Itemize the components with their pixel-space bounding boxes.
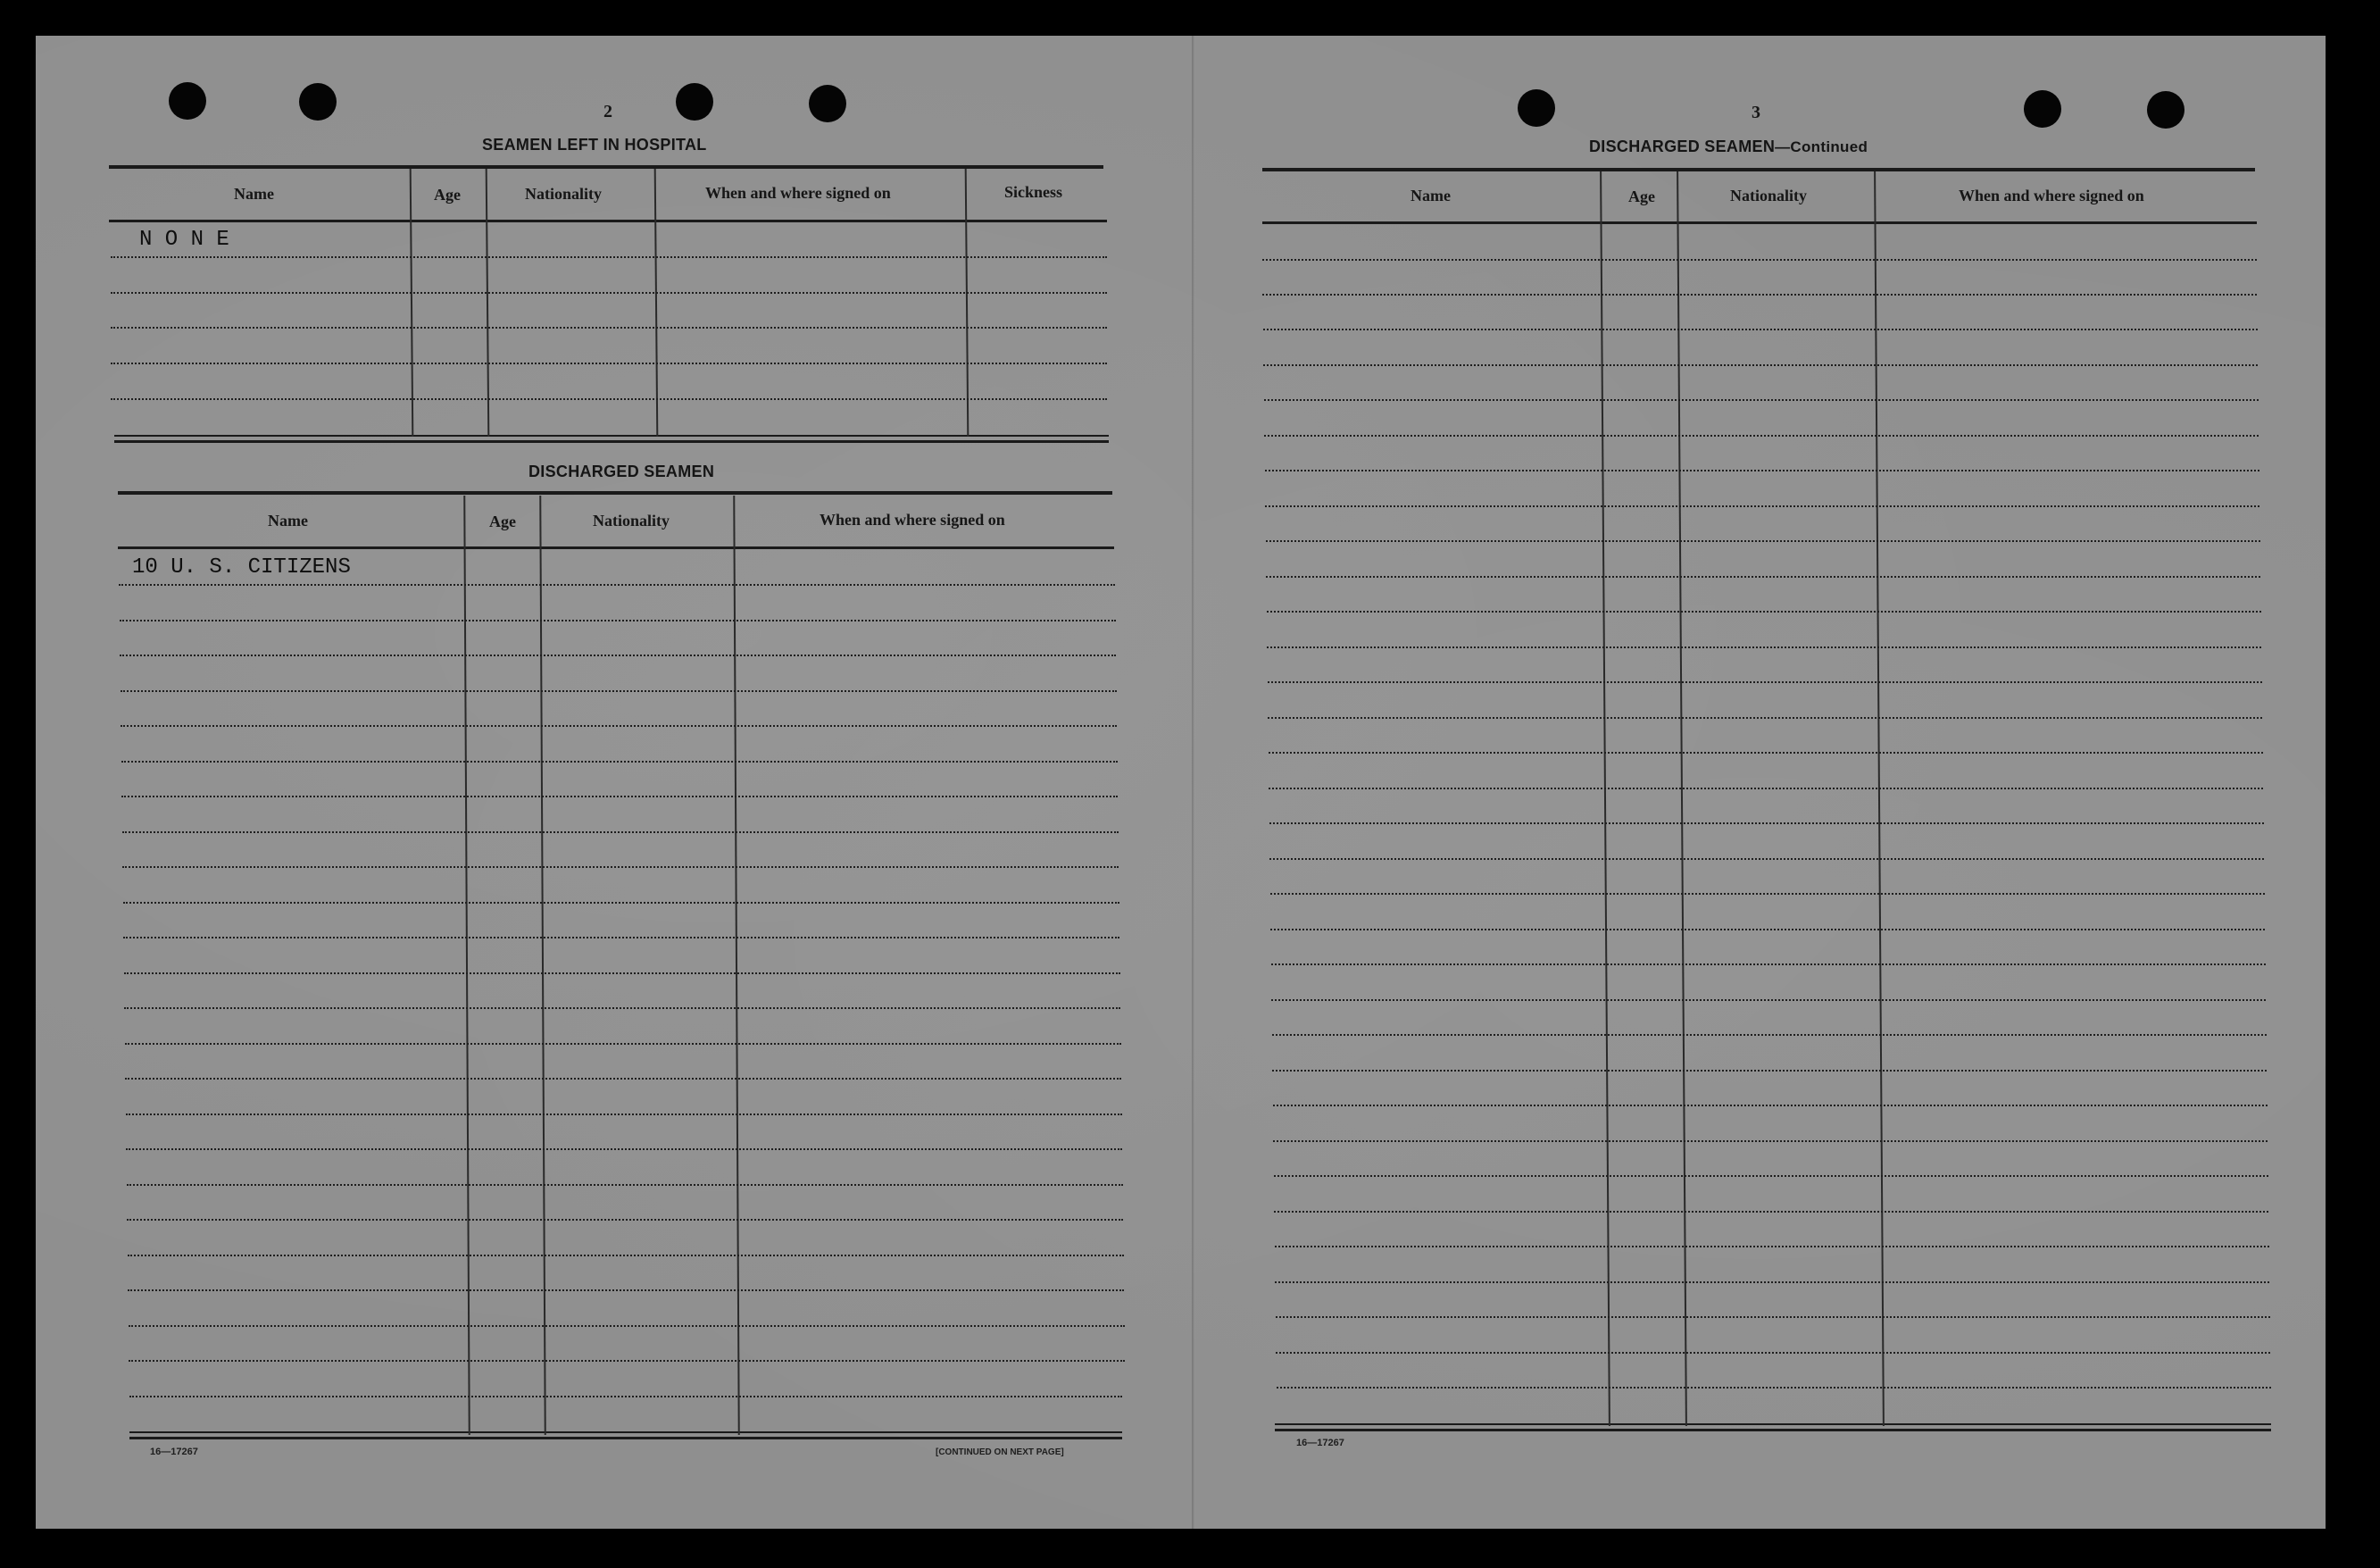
table-row-line (1268, 681, 2262, 683)
table-top-rule (1262, 168, 2255, 171)
table-row-line (1272, 1034, 2267, 1036)
column-header-signed-on: When and where signed on (1959, 187, 2144, 204)
table-row-line (1265, 470, 2259, 471)
table-row-line (1263, 329, 2258, 330)
table-row-line (111, 398, 1107, 400)
table-row-line (1269, 822, 2264, 824)
table-row-line (1262, 294, 2257, 296)
column-header-nationality: Nationality (1730, 187, 1808, 204)
table-row-line (1266, 576, 2260, 578)
continued-note: [CONTINUED ON NEXT PAGE] (936, 1447, 1064, 1457)
table-row-line (129, 1325, 1125, 1327)
table-top-rule (118, 491, 1112, 495)
page-number-right: 3 (1752, 103, 1760, 122)
column-header-signed-on: When and where signed on (705, 184, 891, 202)
table-row-line (124, 972, 1120, 974)
column-header-age: Age (489, 513, 516, 530)
table-row-line (1263, 364, 2258, 366)
table-row-line (127, 1219, 1123, 1221)
table-row-line (129, 1360, 1125, 1362)
table-row-line (111, 292, 1107, 294)
table-row-line (1269, 858, 2264, 860)
column-header-nationality: Nationality (593, 512, 670, 530)
table-bottom-rule (129, 1437, 1122, 1439)
table-row-line (1276, 1316, 2270, 1318)
table-row-line (1269, 788, 2263, 789)
table-bottom-rule (114, 435, 1109, 437)
discharged-continued-title (1589, 138, 1868, 156)
table-row-line (128, 1289, 1124, 1291)
hospital-entry-text: N O N E (139, 228, 229, 252)
table-row-line (1269, 752, 2263, 754)
table-row-line (121, 725, 1117, 727)
table-row-line (1272, 1070, 2267, 1072)
table-row-line (126, 1113, 1122, 1115)
discharged-section-title: DISCHARGED SEAMEN (528, 463, 715, 480)
page-number-left: 2 (603, 102, 612, 121)
column-header-name: Name (234, 185, 274, 203)
table-row-line (1276, 1352, 2270, 1354)
column-header-name: Name (268, 512, 308, 530)
column-header-age: Age (1628, 188, 1655, 205)
discharged-entry-text: 10 U. S. CITIZENS (132, 555, 351, 580)
column-header-signed-on: When and where signed on (820, 511, 1005, 529)
form-code-right: 16—17267 (1296, 1438, 1344, 1448)
table-row-line (124, 1007, 1120, 1009)
hospital-section-title: SEAMEN LEFT IN HOSPITAL (482, 136, 707, 154)
table-row-line (122, 831, 1119, 833)
table-row-line (111, 256, 1107, 258)
table-row-line (121, 761, 1118, 763)
form-code-left: 16—17267 (150, 1447, 198, 1457)
table-row-line (1270, 929, 2265, 930)
table-row-line (1275, 1281, 2269, 1283)
table-row-line (1273, 1105, 2268, 1106)
punch-hole (809, 85, 846, 122)
table-row-line (1275, 1246, 2269, 1247)
punch-hole (299, 83, 337, 121)
column-header-name: Name (1411, 187, 1451, 204)
table-row-line (120, 620, 1116, 621)
table-row-line (127, 1184, 1123, 1186)
table-row-line (125, 1078, 1121, 1080)
table-row-line (121, 690, 1117, 692)
table-row-line (119, 584, 1115, 586)
column-header-age: Age (434, 186, 461, 204)
table-row-line (1264, 435, 2259, 437)
table-bottom-rule (129, 1431, 1122, 1433)
page-fold (1192, 36, 1195, 1529)
table-row-line (123, 937, 1119, 938)
table-row-line (125, 1043, 1121, 1045)
punch-hole (1518, 89, 1555, 127)
table-row-line (1266, 540, 2260, 542)
header-rule (109, 220, 1107, 222)
table-row-line (1265, 505, 2259, 507)
title-main: DISCHARGED SEAMEN (1589, 138, 1776, 155)
punch-hole (2024, 90, 2061, 128)
table-row-line (1274, 1175, 2268, 1177)
table-row-line (1267, 646, 2261, 648)
table-row-line (129, 1396, 1122, 1397)
table-bottom-rule (1275, 1429, 2271, 1431)
table-row-line (1270, 893, 2265, 895)
table-row-line (120, 655, 1116, 656)
table-top-rule (109, 165, 1103, 169)
table-row-line (121, 796, 1118, 797)
table-row-line (122, 866, 1119, 868)
table-row-line (126, 1148, 1122, 1150)
table-row-line (111, 363, 1107, 364)
punch-hole (169, 82, 206, 120)
table-row-line (1267, 611, 2261, 613)
table-bottom-rule (114, 440, 1109, 443)
table-row-line (1271, 999, 2266, 1001)
table-row-line (1277, 1387, 2271, 1389)
header-rule (1262, 221, 2257, 224)
punch-hole (2147, 91, 2184, 129)
header-rule (118, 546, 1114, 549)
title-continued: —Continued (1775, 138, 1868, 155)
table-row-line (111, 327, 1107, 329)
table-row-line (128, 1255, 1124, 1256)
table-row-line (1271, 963, 2266, 965)
table-bottom-rule (1275, 1423, 2271, 1425)
table-row-line (1273, 1140, 2268, 1142)
table-row-line (1268, 717, 2262, 719)
table-row-line (1262, 259, 2257, 261)
punch-hole (676, 83, 713, 121)
table-row-line (1264, 399, 2259, 401)
table-row-line (123, 902, 1119, 904)
column-header-sickness: Sickness (1004, 183, 1063, 201)
table-row-line (1274, 1211, 2268, 1213)
column-header-nationality: Nationality (525, 185, 603, 203)
